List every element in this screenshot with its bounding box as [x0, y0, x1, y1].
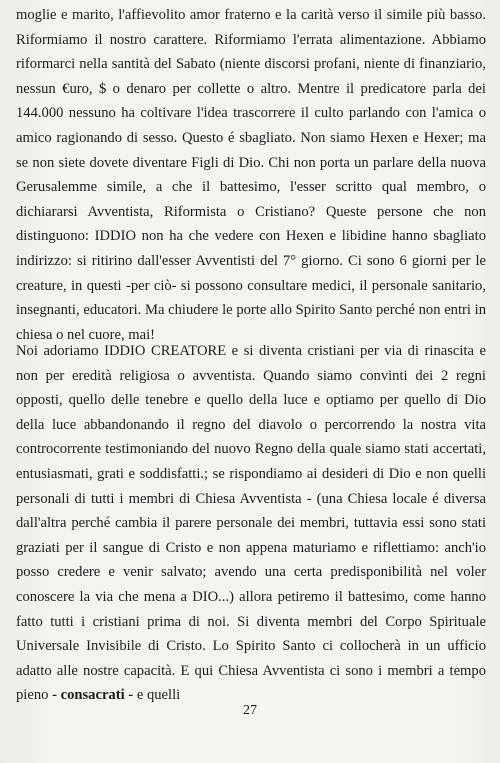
- paragraph-2: [16, 339, 486, 708]
- paragraph-1: moglie e marito, l'affievolito amor fraterno e la carità verso il simile più basso. Riformiamo il nostro carattere. Riformiamo l'errata alimentazione. Abbiamo riformarci nella santità del Sabato (niente discorsi profani, niente di finanziario, nessun €uro, $ o denaro per collette o altro. Mentre il predicatore parla dei 144.000 nessuno ha coltivare l'idea trascorrere il culto parlando con l'amica o amico ragionando di sesso. Questo é sbagliato. Non siamo Hexen e Hexer; ma se non siete dovete diventare Figli di Dio. Chi non porta un parlare della nuova Gerusalemme simile, a che il battesimo, l'esser scritto qual membro, o dichiararsi Avventista, Riformista o Cristiano? Queste persone che non distinguono: IDDIO non ha che vedere con Hexen e libidine hanno sbagliato indirizzo: si ritirino dall'esser Avventisti del 7° giorno. Ci sono 6 giorni per le creature, in questi -per ciò- si possono consultare medici, il personale sanitario, insegnanti, educatori. Ma chiudere le porte allo Spirito Santo perché non entri in chiesa o nel cuore, mai!: [16, 7, 486, 343]
- page-number: 27: [243, 703, 257, 718]
- paragraph-2-bold-text: - consacrati -: [52, 687, 134, 704]
- paragraph-2-text: Noi adoriamo IDDIO CREATORE e si diventa cristiani per via di rinascita e non per eredità religiosa o avventista. Quando siamo convinti dei 2 regni opposti, quello delle tenebre e quello della luce e optiamo per quello di Dio della luce abbandonando il regno del diavolo o percorrendo la nostra vita controcorrente testimoniando del nuovo Regno della quale siamo stati accertati, entusiasmati, grati e soddisfatti.; se rispondiamo ai desideri di Dio e non quelli personali di tutti i membri di Chiesa Avventista - (una Chiesa locale é diversa dall'altra perché cambia il parere personale dei membri, tuttavia essi sono stati graziati per il sangue di Cristo e non appena maturiamo e riflettiamo: anch'io posso credere e venir salvato; avendo una certa predisponibilità nel voler conoscere la via che mena a DIO...) allora petiremo il battesimo, come hanno fatto tutti i cristiani prima di noi. Si diventa membri del Corpo Spirituale Universale Invisibile di Cristo. Lo Spirito Santo ci collocherà in un ufficio adatto alle nostre capacità. E qui Chiesa Avventista ci sono i membri a tempo pieno: [16, 343, 486, 704]
- paragraph-2-tail: e quelli: [136, 687, 181, 704]
